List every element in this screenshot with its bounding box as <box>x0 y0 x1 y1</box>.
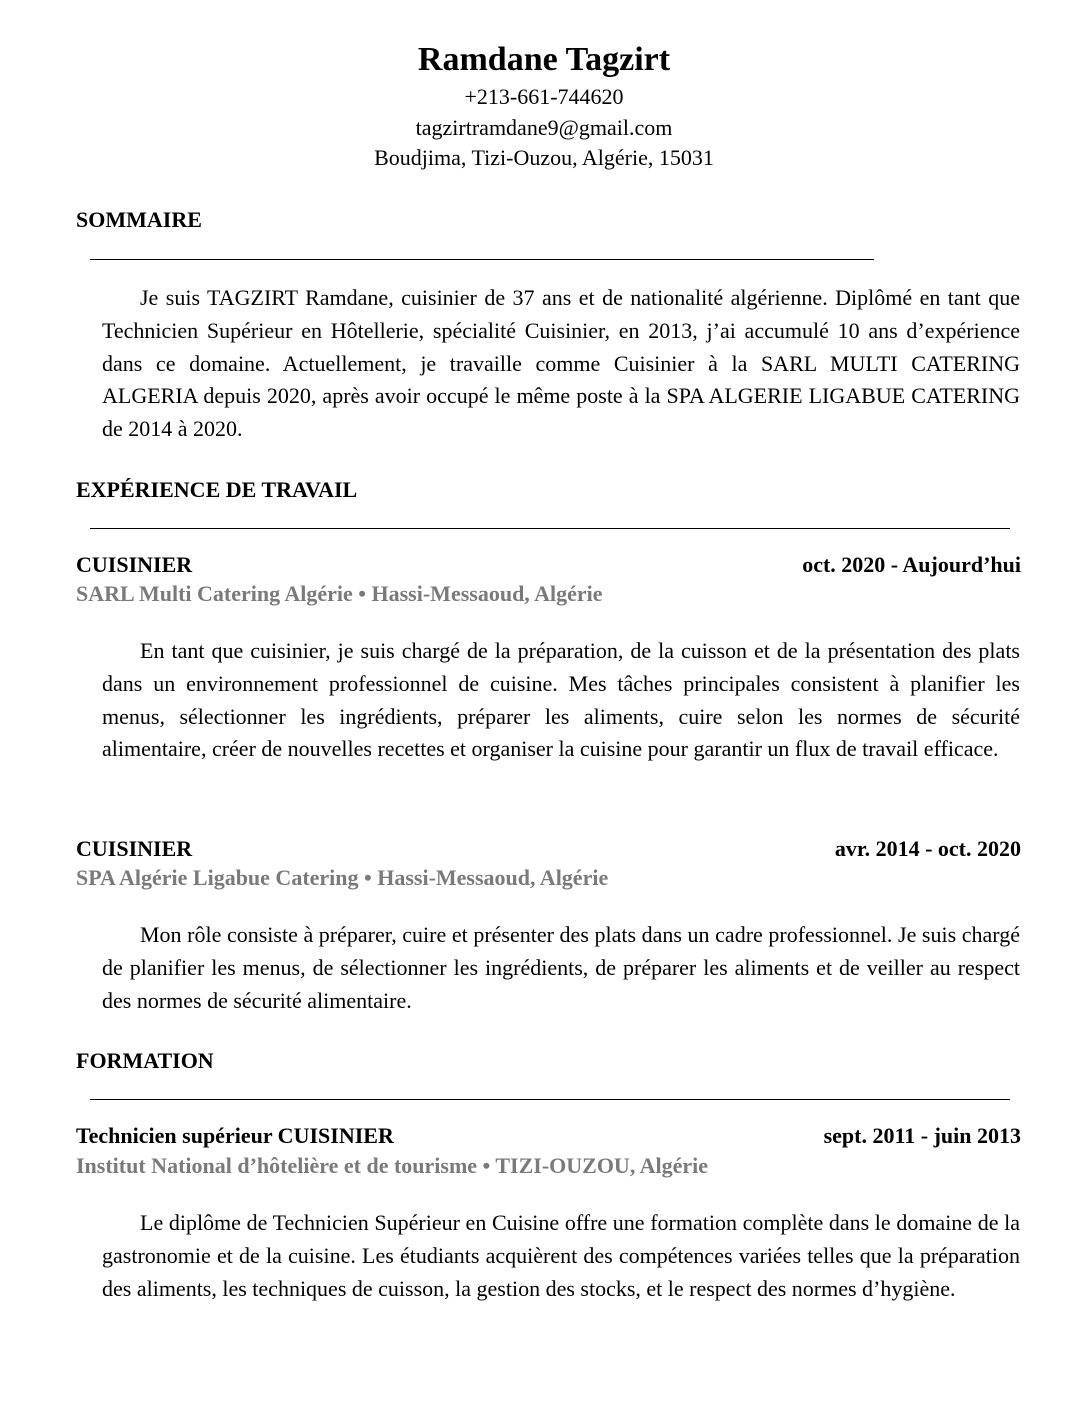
postal-address: Boudjima, Tizi-Ouzou, Algérie, 15031 <box>374 145 714 170</box>
education-header <box>76 1122 1021 1150</box>
job-employer: SARL Multi Catering Algérie • Hassi-Messaoud, Algérie <box>76 581 603 606</box>
job-header <box>76 551 1021 579</box>
phone-number: +213-661-744620 <box>464 84 624 109</box>
job-dates: oct. 2020 - Aujourd’hui <box>802 552 1021 577</box>
job-description: Mon rôle consiste à préparer, cuire et présenter des plats dans un cadre professionnel. Je suis chargé de planifier les menus, de sélectionner les ingrédients, de préparer les aliments et de veiller au respect des normes de sécurité alimentaire. <box>102 922 1020 1013</box>
education-description: Le diplôme de Technicien Supérieur en Cuisine offre une formation complète dans le domaine de la gastronomie et de la cuisine. Les étudiants acquièrent des compétences variées telles que la préparation des aliments, les techniques de cuisson, la gestion des stocks, et le respect des normes d’hygiène. <box>102 1210 1020 1301</box>
email-address: tagzirtramdane9@gmail.com <box>415 114 673 140</box>
job-employer: SPA Algérie Ligabue Catering • Hassi-Messaoud, Algérie <box>76 865 609 890</box>
degree-title: Technicien supérieur CUISINIER <box>76 1123 394 1148</box>
education-heading: FORMATION <box>76 1048 214 1073</box>
education-divider <box>90 1099 1010 1100</box>
candidate-name: Ramdane Tagzirt <box>417 41 671 78</box>
job-title: CUISINIER <box>76 552 193 577</box>
job-dates: avr. 2014 - oct. 2020 <box>834 836 1021 861</box>
education-dates: sept. 2011 - juin 2013 <box>823 1123 1021 1148</box>
job-header <box>76 835 1021 863</box>
job-description: En tant que cuisinier, je suis chargé de la préparation, de la cuisson et de la présentation des plats dans un environnement professionnel de cuisine. Mes tâches principales consistent à planifier les menus, sélectionner les ingrédients, préparer les aliments, cuire selon les normes de sécurité alimentaire, créer de nouvelles recettes et organiser la cuisine pour garantir un flux de travail efficace. <box>102 638 1020 762</box>
summary-heading: SOMMAIRE <box>76 207 202 232</box>
summary-text: Je suis TAGZIRT Ramdane, cuisinier de 37 ans et de nationalité algérienne. Diplômé en tant que Technicien Supérieur en Hôtellerie, spécialité Cuisinier, en 2013, j’ai accumulé 10 ans d’expérience dans ce domaine. Actuellement, je travaille comme Cuisinier à la SARL MULTI CATERING ALGERIA depuis 2020, après avoir occupé le même poste à la SPA ALGERIE LIGABUE CATERING de 2014 à 2020. <box>102 285 1020 442</box>
experience-divider <box>90 528 1010 529</box>
summary-divider <box>90 259 874 260</box>
resume-header <box>0 38 1088 174</box>
job-title: CUISINIER <box>76 836 193 861</box>
school-name: Institut National d’hôtelière et de tourisme • TIZI-OUZOU, Algérie <box>76 1153 709 1178</box>
experience-heading: EXPÉRIENCE DE TRAVAIL <box>76 477 358 502</box>
